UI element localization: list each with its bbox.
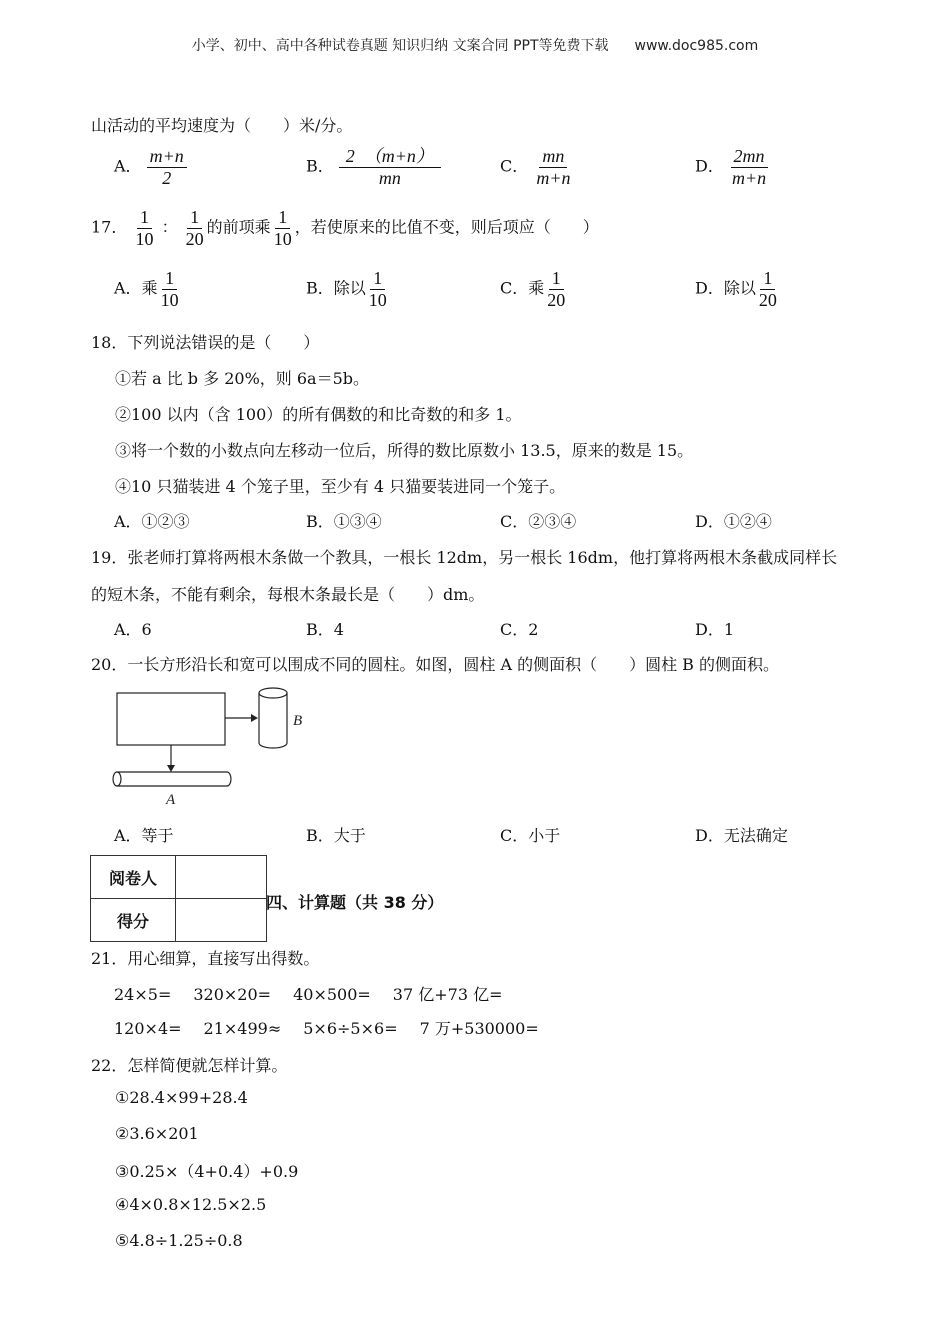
q16-option-a: A． $\frac{m+n}{2}$ (114, 146, 187, 188)
q17-option-b: B．除以 $\frac{1}{10}$ (306, 268, 390, 310)
section-title: 四、计算题（共 38 分） (266, 893, 444, 912)
reviewer-label: 阅卷人 (91, 856, 176, 899)
q20-option-b: B．大于 (306, 826, 366, 845)
q18-option-a: A．①②③ (114, 512, 190, 531)
q16-option-d: D． $\frac{2mn}{m+n}$ (695, 146, 769, 188)
score-cell[interactable] (176, 899, 267, 942)
fraction: $\frac{1}{20}$ (758, 268, 777, 310)
q22-item: ④4×0.8×12.5×2.5 (115, 1195, 267, 1214)
calc-item: 120×4= (114, 1019, 182, 1038)
label-b: B (293, 713, 303, 729)
q17-option-d: D．除以 $\frac{1}{20}$ (695, 268, 780, 310)
score-label: 得分 (91, 899, 176, 942)
q20-stem: 20．一长方形沿长和宽可以围成不同的圆柱。如图，圆柱 A 的侧面积（ ）圆柱 B 的侧面积。 (91, 655, 780, 674)
q21-stem: 21．用心细算，直接写出得数。 (91, 949, 320, 968)
q22-item: ②3.6×201 (115, 1124, 199, 1143)
q22-item: ③0.25×（4+0.4）+0.9 (115, 1162, 299, 1181)
fraction: $\frac{1}{10}$ (160, 268, 179, 310)
q17-option-c: C．乘 $\frac{1}{20}$ (500, 268, 568, 310)
fraction: $\frac{m+n}{2}$ (147, 146, 187, 188)
q19-option-d: D．1 (695, 620, 735, 639)
q17-stem: 17． $\frac{1}{10}$ ： $\frac{1}{20}$ 的前项乘 $\frac{1}{10}$ ，若使原来的比值不变，则后项应（ ） (91, 207, 599, 249)
q20-option-a: A．等于 (114, 826, 174, 845)
q19-stem-line1: 19．张老师打算将两根木条做一个教具，一根长 12dm，另一根长 16dm，他打算将两根木条截成同样长 (91, 548, 838, 567)
cylinder-a (113, 772, 231, 786)
fraction: $\frac{1}{20}$ (185, 207, 204, 249)
fraction: $\frac{mn}{m+n}$ (536, 146, 571, 188)
calc-item: 21×499≈ (203, 1019, 282, 1038)
q19-option-c: C．2 (500, 620, 539, 639)
q22-item: ①28.4×99+28.4 (115, 1088, 248, 1107)
q18-option-b: B．①③④ (306, 512, 382, 531)
fraction: $\frac{1}{10}$ (273, 207, 292, 249)
fraction: $\frac{2mn}{m+n}$ (731, 146, 767, 188)
arrowhead-right (251, 714, 258, 722)
arrowhead-down (167, 765, 175, 772)
q18-item: ②100 以内（含 100）的所有偶数的和比奇数的和多 1。 (115, 405, 522, 424)
fraction: $\frac{1}{10}$ (135, 207, 154, 249)
calc-item: 320×20= (193, 985, 272, 1004)
q18-option-d: D．①②④ (695, 512, 772, 531)
q20-option-d: D．无法确定 (695, 826, 788, 845)
reviewer-cell[interactable] (176, 856, 267, 899)
q22-item: ⑤4.8÷1.25÷0.8 (115, 1231, 243, 1250)
calc-item: 5×6÷5×6= (303, 1019, 398, 1038)
calc-item: 40×500= (293, 985, 371, 1004)
label-a: A (166, 792, 176, 808)
q21-row1 (114, 982, 525, 1005)
q16-option-b: B． $\frac{2 (m+n)}{mn}$ (306, 146, 441, 188)
q16-option-c: C． $\frac{mn}{m+n}$ (500, 146, 574, 188)
q18-option-c: C．②③④ (500, 512, 577, 531)
cylinder-figure (105, 683, 315, 813)
calc-item: 37 亿+73 亿= (392, 985, 503, 1004)
calc-item: 24×5= (114, 985, 172, 1004)
calc-item: 7 万+530000= (419, 1019, 539, 1038)
q18-item: ①若 a 比 b 多 20%，则 6a＝5b。 (115, 369, 370, 388)
header-text: 小学、初中、高中各种试卷真题 知识归纳 文案合同 PPT等免费下载 (191, 38, 609, 54)
q20-option-c: C．小于 (500, 826, 561, 845)
q17-option-a: A．乘 $\frac{1}{10}$ (114, 268, 182, 310)
q18-item: ③将一个数的小数点向左移动一位后，所得的数比原数小 13.5，原来的数是 15。 (115, 441, 694, 460)
header-site: www.doc985.com (634, 38, 759, 54)
q18-stem: 18．下列说法错误的是（ ） (91, 333, 320, 352)
q19-option-a: A．6 (114, 620, 152, 639)
fraction: $\frac{1}{10}$ (368, 268, 387, 310)
q22-stem: 22．怎样简便就怎样计算。 (91, 1056, 288, 1075)
page-header (0, 35, 950, 55)
score-box (90, 855, 267, 942)
fraction: $\frac{2 (m+n)}{mn}$ (339, 146, 441, 188)
q16-tail: 山活动的平均速度为（ ）米/分。 (91, 116, 353, 135)
cylinder-b (259, 688, 287, 748)
q19-option-b: B．4 (306, 620, 344, 639)
rectangle-shape (117, 693, 225, 745)
q18-item: ④10 只猫装进 4 个笼子里，至少有 4 只猫要装进同一个笼子。 (115, 477, 566, 496)
fraction: $\frac{1}{20}$ (547, 268, 566, 310)
q21-row2 (114, 1016, 561, 1039)
q19-stem-line2: 的短木条，不能有剩余，每根木条最长是（ ）dm。 (91, 585, 485, 604)
